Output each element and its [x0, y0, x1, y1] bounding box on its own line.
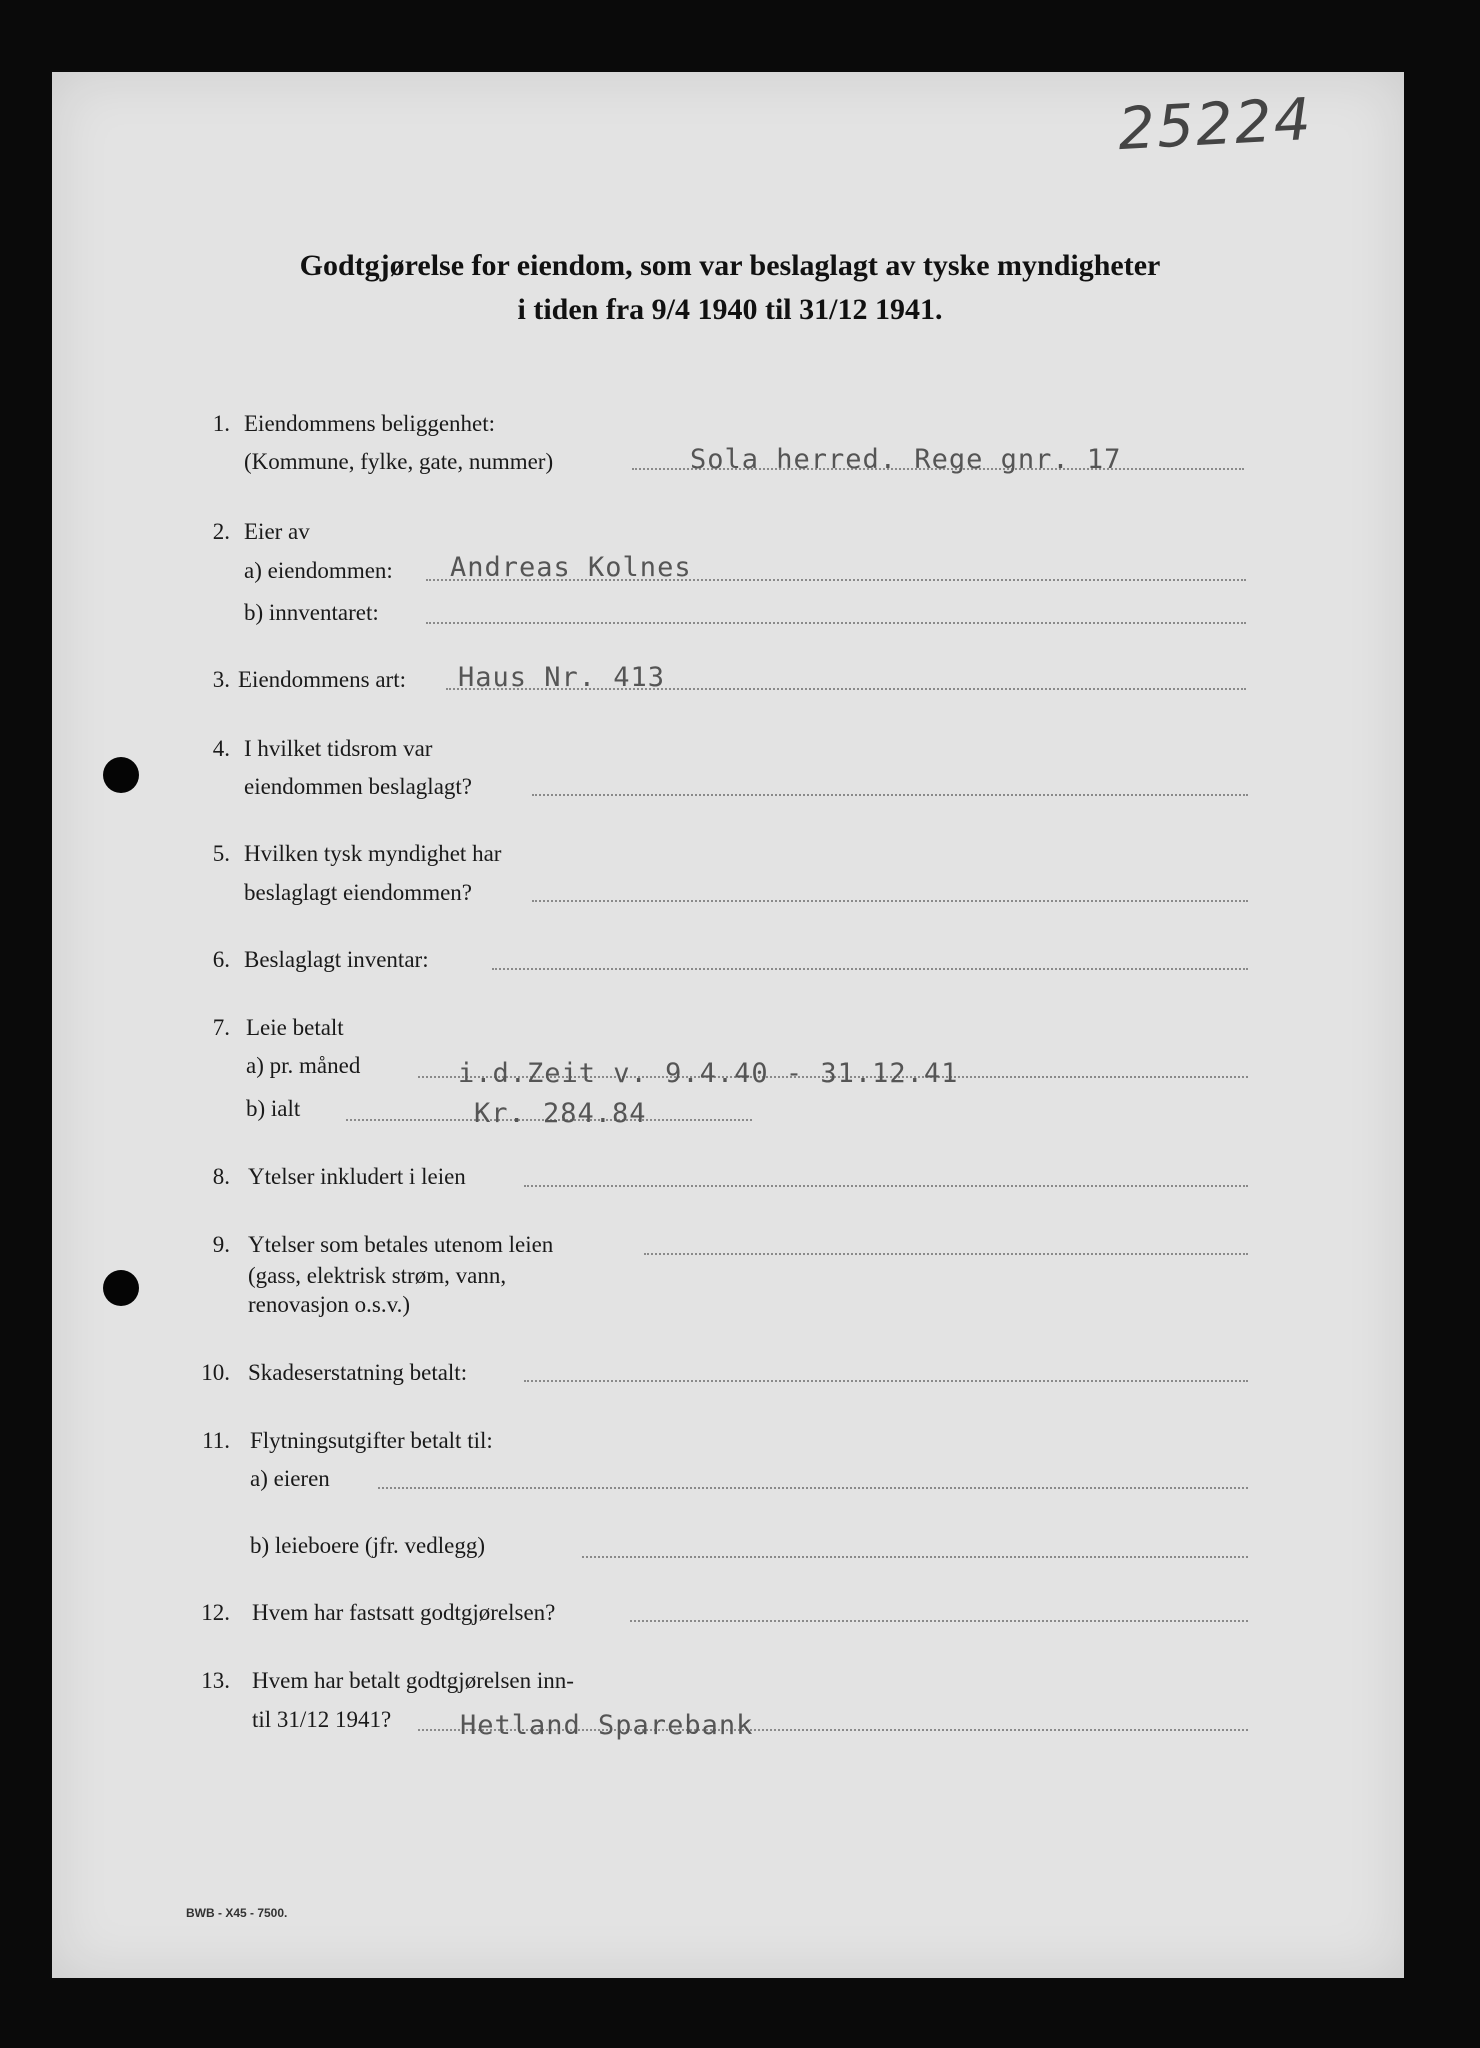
answer-text: i.d.Zeit v. 9.4.40 - 31.12.41	[458, 1058, 959, 1089]
question-sublabel: b) ialt	[246, 1096, 301, 1121]
answer-line	[582, 1556, 1248, 1558]
question-number: 10.	[201, 1360, 230, 1385]
question-label: Flytningsutgifter betalt til:	[250, 1428, 493, 1453]
answer-line	[532, 794, 1248, 796]
question-label: Hvilken tysk myndighet har	[244, 841, 502, 866]
archive-number: 25224	[1116, 84, 1315, 164]
form-title-line2: i tiden fra 9/4 1940 til 31/12 1941.	[517, 293, 943, 326]
question-sublabel: b) leieboere (jfr. vedlegg)	[250, 1533, 485, 1558]
answer-line	[630, 1620, 1248, 1622]
question-label: Ytelser inkludert i leien	[248, 1164, 466, 1189]
question-sublabel: eiendommen beslaglagt?	[244, 774, 473, 799]
question-label: Hvem har betalt godtgjørelsen inn-	[252, 1668, 574, 1693]
question-sublabel: a) eiendommen:	[244, 558, 393, 583]
answer-text: Haus Nr. 413	[458, 662, 666, 693]
answer-text: Sola herred. Rege gnr. 17	[690, 444, 1122, 475]
question-number: 11.	[202, 1428, 230, 1453]
question-label: Leie betalt	[246, 1015, 344, 1040]
question-label: Skadeserstatning betalt:	[248, 1360, 468, 1385]
question-number: 6.	[212, 947, 230, 972]
answer-text: Andreas Kolnes	[450, 552, 692, 583]
question-label: I hvilket tidsrom var	[244, 736, 433, 761]
question-sublabel: (Kommune, fylke, gate, nummer)	[244, 449, 554, 474]
question-label: Eier av	[244, 519, 310, 544]
question-number: 2.	[212, 519, 230, 544]
punch-hole	[103, 1270, 139, 1306]
question-label: Hvem har fastsatt godtgjørelsen?	[252, 1600, 556, 1625]
question-sublabel: til 31/12 1941?	[252, 1707, 392, 1732]
punch-hole	[103, 757, 139, 793]
question-label: Ytelser som betales utenom leien	[248, 1232, 554, 1257]
question-number: 5.	[212, 841, 230, 866]
question-number: 13.	[201, 1668, 230, 1693]
answer-line	[426, 622, 1246, 624]
answer-line	[524, 1185, 1248, 1187]
answer-line	[644, 1253, 1248, 1255]
form-title: Godtgjørelse for eiendom, som var beslaglagt av tyske myndigheter	[299, 249, 1161, 282]
question-sublabel: renovasjon o.s.v.)	[248, 1292, 411, 1317]
answer-line	[378, 1487, 1248, 1489]
print-code: BWB - X45 - 7500.	[186, 1906, 288, 1920]
answer-text: Kr. 284.84	[474, 1098, 647, 1129]
question-label: Beslaglagt inventar:	[244, 947, 429, 972]
answer-line	[532, 900, 1248, 902]
question-number: 8.	[212, 1164, 230, 1189]
answer-line	[524, 1380, 1248, 1382]
question-sublabel: a) pr. måned	[246, 1053, 361, 1078]
question-sublabel: b) innventaret:	[244, 600, 379, 625]
question-number: 4.	[212, 736, 230, 761]
answer-text: Hetland Sparebank	[460, 1710, 754, 1741]
question-label: Eiendommens art:	[238, 667, 406, 692]
question-number: 9.	[212, 1232, 230, 1257]
question-sublabel: a) eieren	[250, 1466, 330, 1491]
answer-line	[492, 968, 1248, 970]
question-sublabel: beslaglagt eiendommen?	[244, 880, 473, 905]
question-label: Eiendommens beliggenhet:	[244, 411, 496, 436]
question-sublabel: (gass, elektrisk strøm, vann,	[248, 1263, 507, 1288]
question-number: 3.	[212, 667, 230, 692]
question-number: 1.	[212, 411, 230, 436]
question-number: 12.	[201, 1600, 230, 1625]
question-number: 7.	[212, 1015, 230, 1040]
